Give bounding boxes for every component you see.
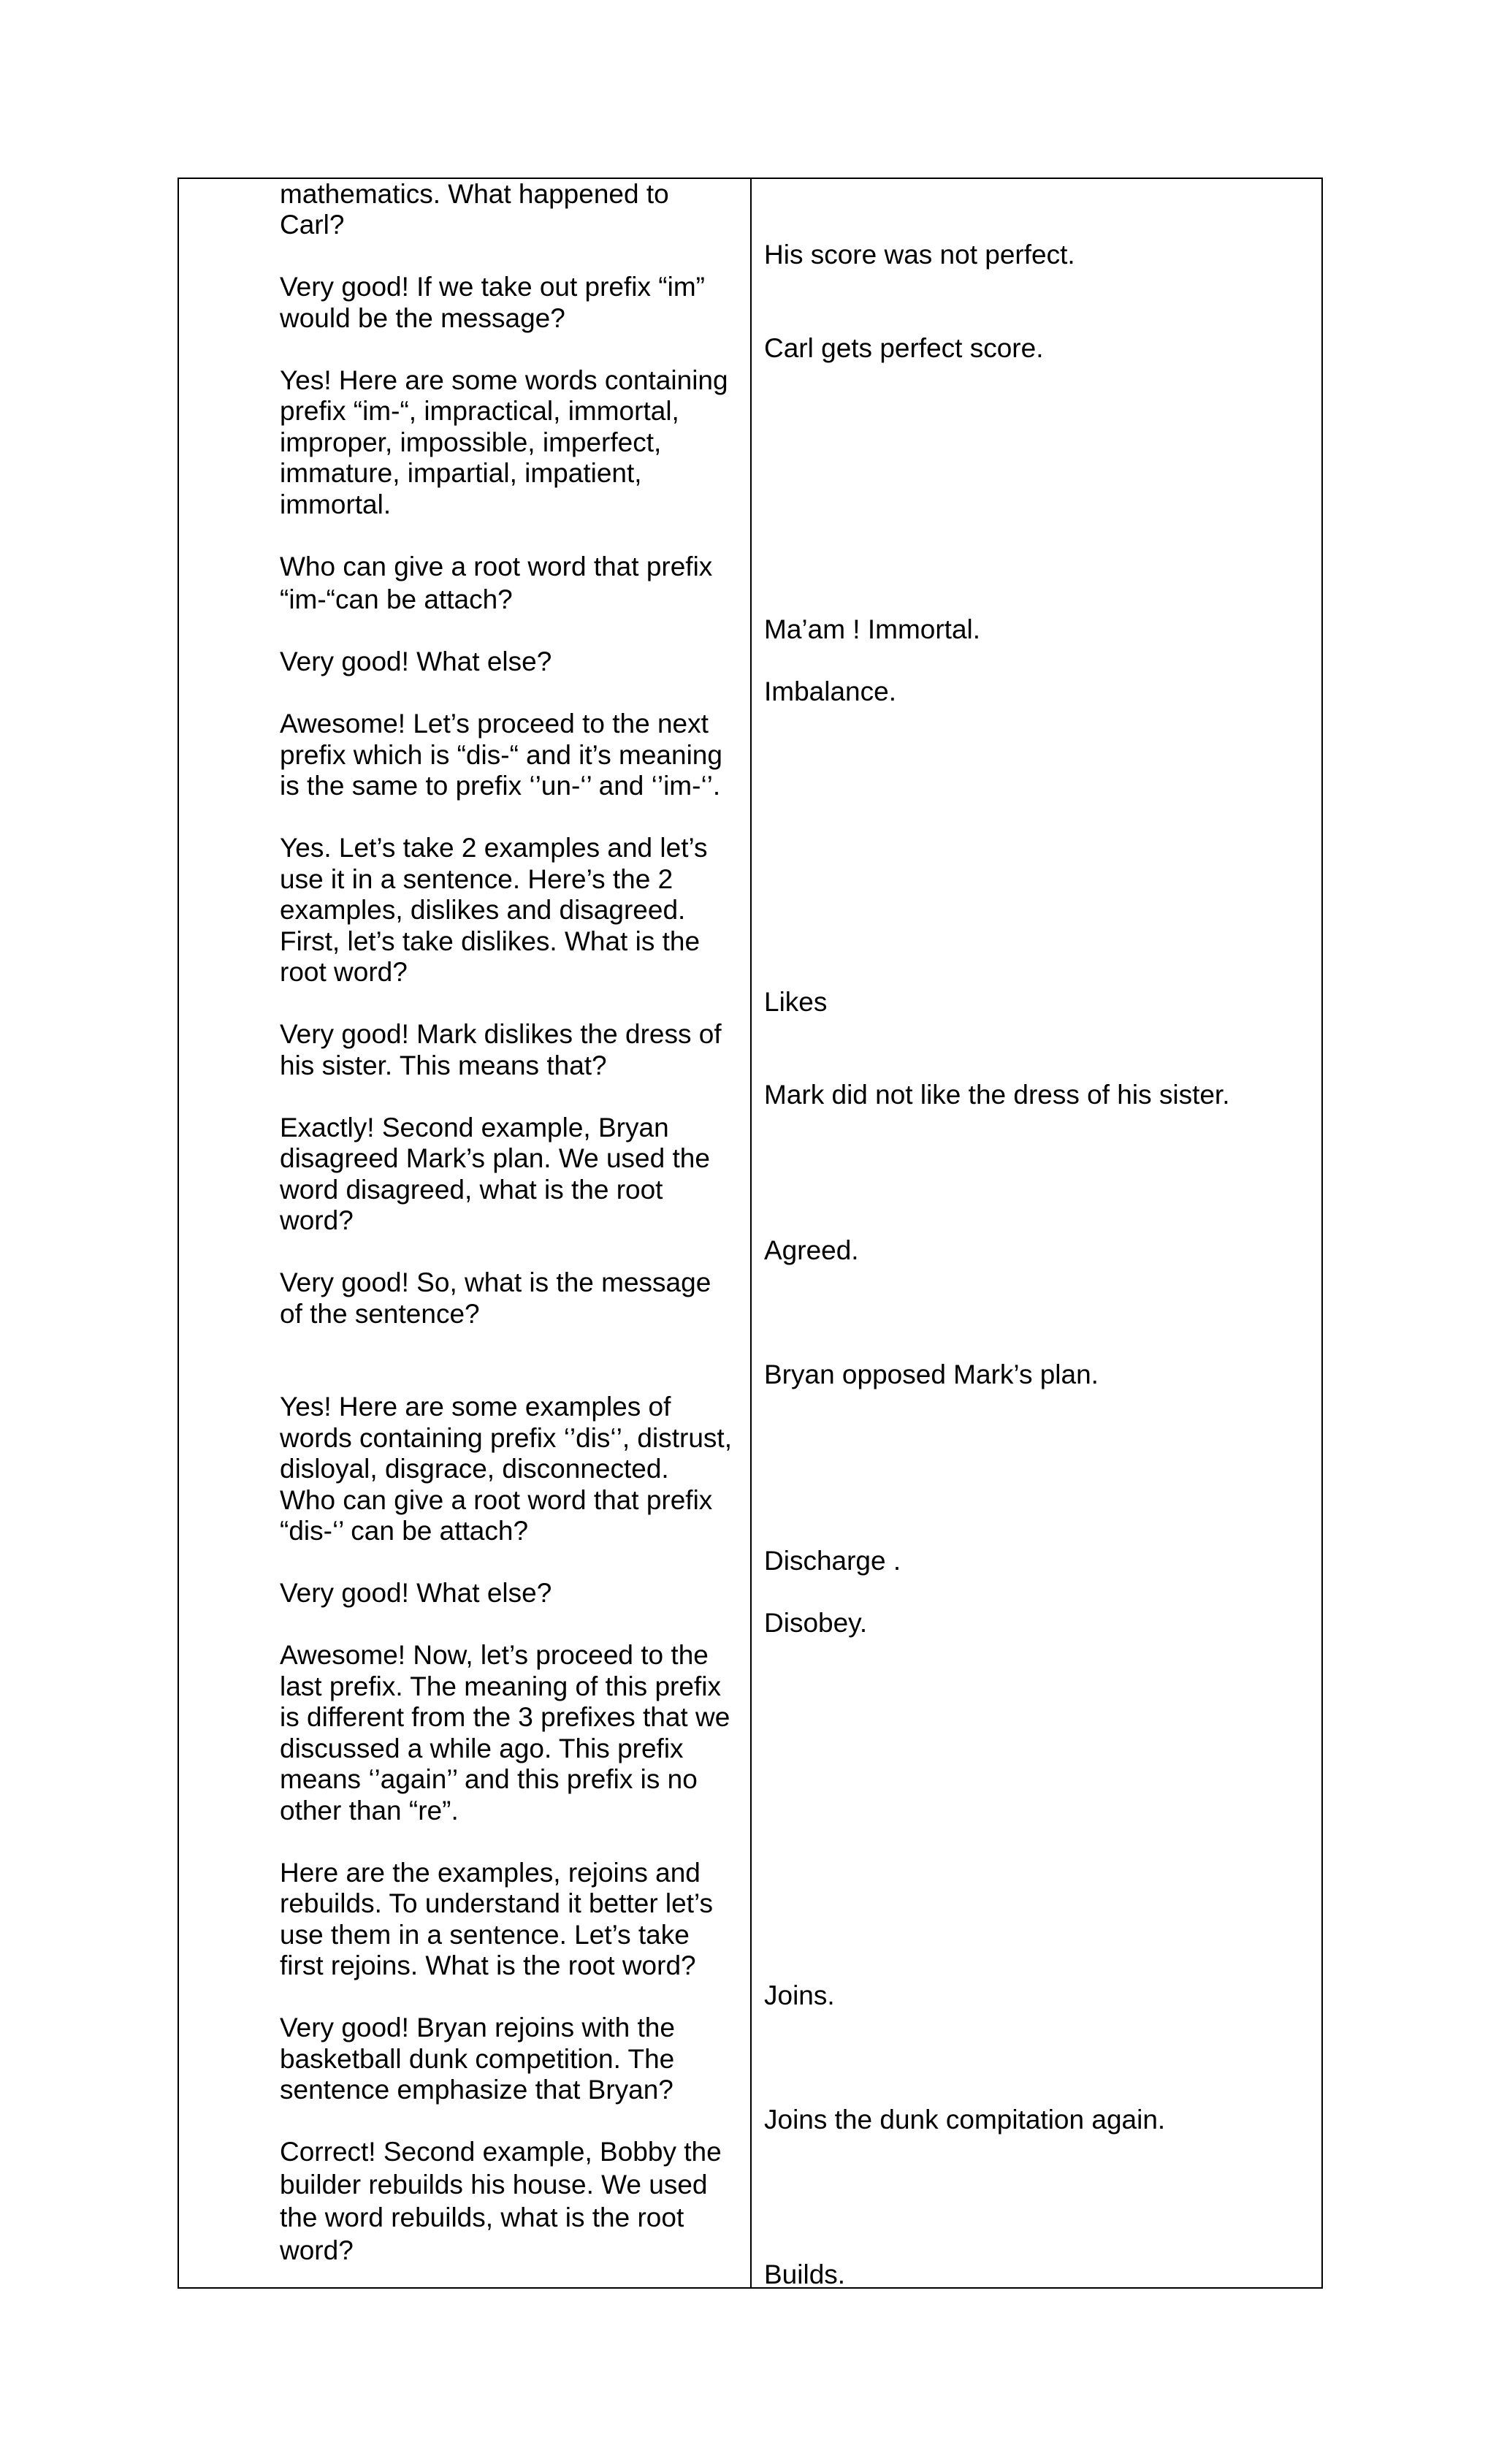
teacher-text: Very good! What else? (280, 1578, 552, 1608)
teacher-text: the word rebuilds, what is the root (280, 2202, 684, 2232)
teacher-text: Who can give a root word that prefix (280, 552, 713, 581)
teacher-text: mathematics. What happened to (280, 179, 669, 209)
teacher-text: Carl? (280, 210, 345, 240)
student-response: Builds. (764, 2259, 846, 2289)
student-response: Mark did not like the dress of his sister. (764, 1080, 1230, 1110)
column-divider (750, 179, 752, 2287)
teacher-text: is different from the 3 prefixes that we (280, 1702, 730, 1732)
teacher-text: word disagreed, what is the root (280, 1175, 663, 1205)
student-response: Likes (764, 987, 828, 1017)
teacher-text: discussed a while ago. This prefix (280, 1733, 684, 1763)
teacher-text: word? (280, 2235, 354, 2265)
teacher-text: Awesome! Let’s proceed to the next (280, 709, 709, 739)
student-response: His score was not perfect. (764, 240, 1075, 270)
teacher-text: Correct! Second example, Bobby the (280, 2137, 722, 2167)
student-response: Imbalance. (764, 676, 896, 706)
teacher-text: word? (280, 1205, 354, 1235)
teacher-text: “im-“can be attach? (280, 584, 513, 614)
teacher-text: words containing prefix ‘’dis‘’, distrust, (280, 1423, 732, 1453)
teacher-text: disagreed Mark’s plan. We used the (280, 1143, 710, 1173)
teacher-text: basketball dunk competition. The (280, 2044, 675, 2074)
teacher-text: rebuilds. To understand it better let’s (280, 1888, 714, 1918)
teacher-text: first rejoins. What is the root word? (280, 1950, 696, 1980)
teacher-text: prefix which is “dis-“ and it’s meaning (280, 740, 722, 770)
teacher-text: disloyal, disgrace, disconnected. (280, 1454, 669, 1484)
teacher-text: his sister. This means that? (280, 1050, 607, 1080)
student-response: Discharge . (764, 1546, 901, 1576)
teacher-text: Here are the examples, rejoins and (280, 1858, 701, 1888)
teacher-text: use it in a sentence. Here’s the 2 (280, 864, 673, 894)
teacher-text: examples, dislikes and disagreed. (280, 895, 686, 925)
student-response: Joins the dunk compitation again. (764, 2105, 1166, 2135)
teacher-text: immortal. (280, 489, 392, 519)
teacher-text: prefix “im-“, impractical, immortal, (280, 396, 679, 426)
teacher-text: other than “re”. (280, 1796, 459, 1826)
teacher-text: improper, impossible, imperfect, (280, 427, 662, 457)
teacher-text: last prefix. The meaning of this prefix (280, 1671, 721, 1701)
teacher-text: Yes! Here are some words containing (280, 365, 728, 395)
teacher-text: immature, impartial, impatient, (280, 458, 642, 488)
teacher-text: root word? (280, 957, 408, 987)
teacher-text: Yes. Let’s take 2 examples and let’s (280, 833, 708, 863)
lesson-table (178, 178, 1323, 2289)
teacher-text: means ‘’again’’ and this prefix is no (280, 1764, 698, 1794)
student-response: Agreed. (764, 1235, 859, 1265)
teacher-text: Very good! So, what is the message (280, 1267, 711, 1297)
teacher-text: Very good! If we take out prefix “im” (280, 272, 705, 302)
teacher-text: use them in a sentence. Let’s take (280, 1920, 690, 1950)
teacher-text: Very good! Bryan rejoins with the (280, 2013, 675, 2042)
student-response: Ma’am ! Immortal. (764, 614, 981, 644)
teacher-text: “dis-‘’ can be attach? (280, 1516, 529, 1546)
teacher-text: builder rebuilds his house. We used (280, 2170, 708, 2200)
teacher-text: Who can give a root word that prefix (280, 1485, 713, 1515)
teacher-text: is the same to prefix ‘’un-‘’ and ‘’im-‘’. (280, 771, 721, 801)
teacher-text: Exactly! Second example, Bryan (280, 1113, 669, 1143)
teacher-text: would be the message? (280, 303, 565, 333)
student-response: Joins. (764, 1980, 835, 2010)
student-response: Carl gets perfect score. (764, 333, 1044, 363)
teacher-text: Very good! What else? (280, 646, 552, 676)
teacher-text: Yes! Here are some examples of (280, 1392, 671, 1422)
student-response: Bryan opposed Mark’s plan. (764, 1359, 1099, 1389)
teacher-text: First, let’s take dislikes. What is the (280, 926, 701, 956)
teacher-text: Very good! Mark dislikes the dress of (280, 1019, 722, 1049)
teacher-text: Awesome! Now, let’s proceed to the (280, 1640, 709, 1670)
teacher-text: of the sentence? (280, 1299, 480, 1329)
student-response: Disobey. (764, 1608, 868, 1638)
teacher-text: sentence emphasize that Bryan? (280, 2075, 673, 2105)
